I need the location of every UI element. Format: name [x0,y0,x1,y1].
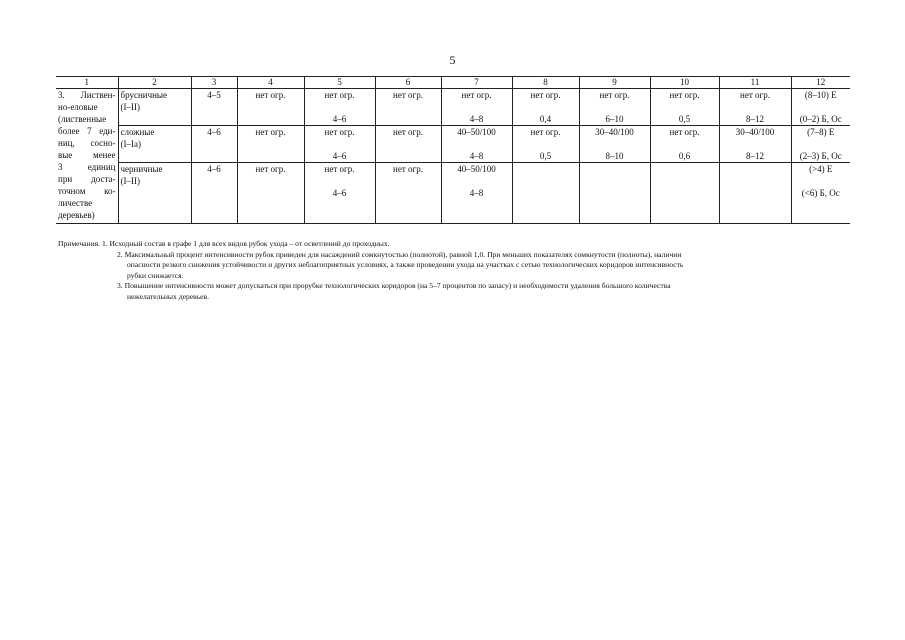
cell-value: 4–6 [332,114,347,124]
forest-type: черничные [120,164,163,174]
cell-value: нет огр. [324,164,355,174]
note-3-cont: нежелательных деревьев. [127,291,210,301]
cell-spacer [794,199,849,211]
cell-value [444,138,510,150]
cell [579,163,650,224]
stand-line: (лиственные [58,114,107,124]
table-row [56,89,850,126]
cell-value [515,101,577,113]
cell [441,163,512,224]
cell-value: нет огр. [393,127,423,137]
cell [512,163,579,224]
cell-value: нет огр. [669,90,700,100]
cell [719,89,791,126]
cell [791,89,850,126]
column-header: 6 [375,77,441,89]
cell-value: 4–8 [469,114,484,124]
cell-value [444,101,510,113]
table-row [56,126,850,163]
cell-value: 4–6 [207,164,221,174]
cell-value [515,138,577,150]
forest-type-cell [118,89,191,126]
thinning-table [56,76,850,224]
forest-type-cell [118,163,191,224]
forest-type: сложные [120,127,155,137]
cell-value: 4–5 [207,90,221,100]
column-header: 1 [56,77,118,89]
cell-value [582,163,648,175]
cell-value: 4–8 [469,151,484,161]
cell-value [582,101,648,113]
stand-line: 3. Листвен- [58,90,116,100]
cell [237,126,304,163]
note-3: 3. Повышение интенсивности может допускаться при прорубке технологических коридоров (на 5–7 процентов по запасу) и необходимости удаления большого количества [117,281,671,290]
note-1: Примечания. 1. Исходный состав в графе 1 для всех видов рубок ухода – от осветлений до проходных. [58,239,390,248]
stand-line: при доста- [58,174,116,184]
cell [791,126,850,163]
notes-block [58,239,852,302]
note-2-cont: опасности резкого снижения устойчивости и других неблагоприятных условиях, а также проведении ухода на участках с сетью технологических коридоров интенсивность [127,260,684,269]
column-header: 3 [191,77,237,89]
cell-value [722,101,789,113]
cell-value [722,163,789,175]
stand-composition-cell [56,89,118,224]
column-header: 2 [118,77,191,89]
note-2-cont: рубки снижается. [127,270,184,280]
page-number: 5 [449,53,456,67]
cell [191,163,237,224]
cell-value: 0,5 [678,114,691,124]
cell-value [722,138,789,150]
cell-value: нет огр. [324,127,355,137]
column-header: 9 [579,77,650,89]
forest-type-class: (I–Iа) [120,139,141,149]
cell-value: 8–12 [746,114,764,124]
cell-value: нет огр. [393,90,423,100]
cell-value: 0,4 [539,114,552,124]
cell-value: нет огр. [669,127,700,137]
cell-value: 4–8 [469,188,484,198]
cell [441,89,512,126]
cell-value [307,101,373,113]
stand-line: 3 единиц [58,162,116,172]
cell-value: (2–3) Б, Ос [799,151,842,161]
cell [650,126,719,163]
cell-value [444,175,510,187]
forest-type-class: (I–II) [120,176,140,186]
cell-value: 8–10 [605,151,624,161]
cell-value: (<6) Б, Ос [801,188,840,198]
cell-value: 30–40/100 [595,127,634,137]
cell [304,89,375,126]
stand-line: вые менее [58,150,116,160]
cell-value [653,163,717,175]
cell [650,89,719,126]
cell-value: нет огр. [530,127,561,137]
cell-value: 4–6 [332,188,347,198]
cell-value: 40–50/100 [457,127,496,137]
cell [375,89,441,126]
cell-value [653,138,717,150]
stand-line: личестве [58,198,93,208]
cell-value: 4–6 [207,127,221,137]
column-header: 8 [512,77,579,89]
cell [304,126,375,163]
cell-value: (8–10) Е [804,90,837,100]
cell-value: нет огр. [461,90,492,100]
cell-value: нет огр. [740,90,770,100]
column-header: 11 [719,77,791,89]
cell-value: 0,5 [539,151,552,161]
cell [579,126,650,163]
note-2: 2. Максимальный процент интенсивности рубок приведен для насаждений сомкнутостью (полнотой), равной 1,0. При меньших показателях сомкнутости (полноты), наличии [117,249,682,259]
stand-line: но-еловые [58,102,98,112]
cell [375,126,441,163]
cell-value: 40–50/100 [457,164,496,174]
cell-value: (0–2) Б, Ос [799,114,842,124]
cell [441,126,512,163]
table-row [56,163,850,224]
cell-value [582,138,648,150]
cell-value: нет огр. [530,90,561,100]
cell-value [794,101,849,113]
stand-line: точном ко- [58,186,116,196]
cell-value: нет огр. [255,127,286,137]
cell [512,89,579,126]
cell-value: (7–8) Е [807,127,835,137]
column-header: 7 [441,77,512,89]
cell [719,163,791,224]
cell-value [794,138,849,150]
column-header: 4 [237,77,304,89]
cell-value: 0,6 [678,151,691,161]
cell-value [515,163,577,175]
cell-value: нет огр. [324,90,355,100]
cell [512,126,579,163]
forest-type-class: (I–II) [120,102,140,112]
cell-value [794,175,849,187]
forest-type: брусничные [120,90,167,100]
cell-value: 30–40/100 [735,127,775,137]
cell-value: (>4) Е [809,164,833,174]
cell [191,89,237,126]
cell-value: 4–6 [332,151,347,161]
cell [375,163,441,224]
cell-value: нет огр. [255,90,286,100]
cell [191,126,237,163]
cell-value [307,175,373,187]
cell [791,163,850,224]
cell-value: нет огр. [255,164,286,174]
cell-value: нет огр. [393,164,423,174]
cell [237,89,304,126]
cell-value [307,138,373,150]
cell [304,163,375,224]
cell-spacer [794,211,849,223]
cell-value: нет огр. [599,90,630,100]
cell-value: 6–10 [605,114,624,124]
column-header: 12 [791,77,850,89]
cell [719,126,791,163]
stand-line: более 7 еди- [58,126,116,136]
stand-line: ниц, сосно- [58,138,116,148]
stand-line: деревьев) [58,210,95,220]
cell-value: 8–12 [746,151,764,161]
cell-value [653,101,717,113]
table-header-row [56,77,850,89]
cell [237,163,304,224]
column-header: 5 [304,77,375,89]
cell [579,89,650,126]
column-header: 10 [650,77,719,89]
cell [650,163,719,224]
forest-type-cell [118,126,191,163]
